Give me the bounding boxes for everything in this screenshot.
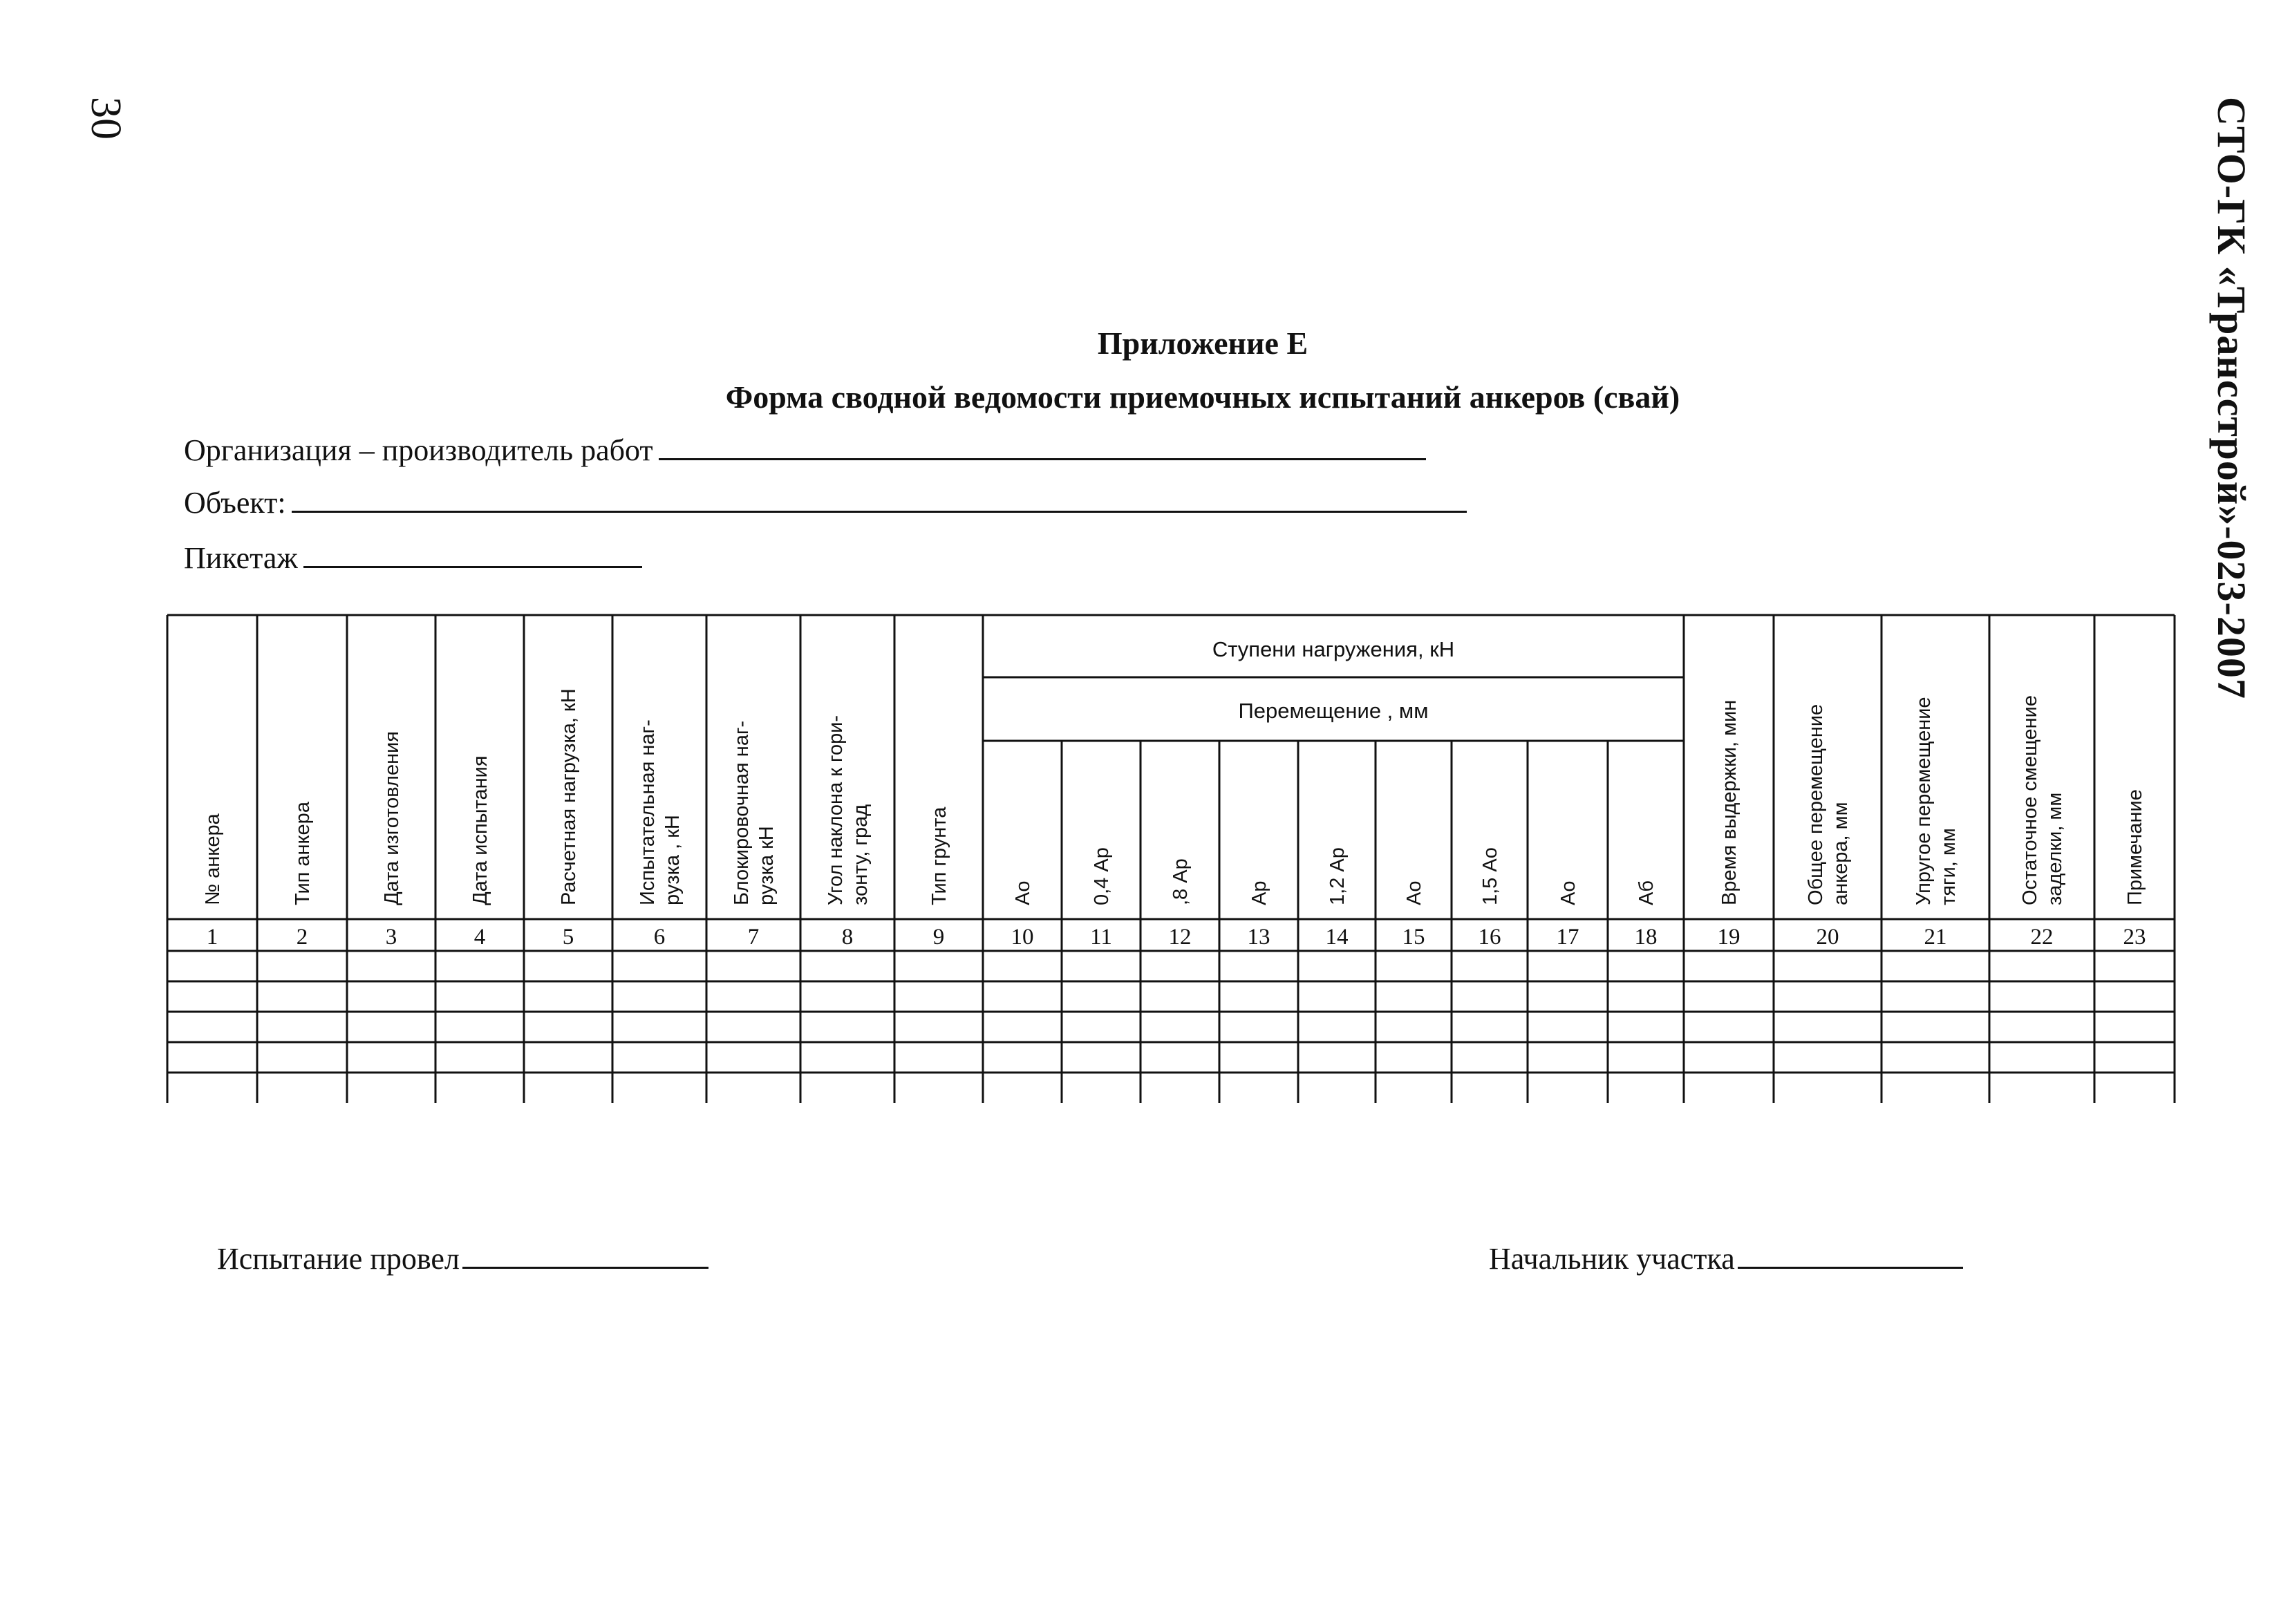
document-code: СТО-ГК «Трансстрой»-023-2007 [2209,97,2254,699]
column-number-20: 20 [1816,925,1839,950]
column-number-9: 9 [932,925,945,950]
column-number-13: 13 [1247,925,1270,950]
column-header-11: 0,4 Ар [1091,847,1113,905]
column-header-18: Аб [1635,880,1658,905]
appendix-title: Приложение Е [1097,325,1308,361]
column-header-2: Тип анкера [292,802,314,905]
column-number-3: 3 [385,925,397,950]
column-number-15: 15 [1402,925,1425,950]
column-header-22: Остаточное смещение [2019,695,2041,905]
column-number-4: 4 [473,925,486,950]
column-header-21: Упругое перемещение [1913,697,1935,905]
column-number-16: 16 [1478,925,1501,950]
column-header-19: Время выдержки, мин [1718,699,1740,905]
column-number-14: 14 [1325,925,1349,950]
organization-label: Организация – производитель работ [184,433,653,467]
column-header-22: заделки, мм [2044,792,2066,905]
column-number-10: 10 [1011,925,1034,950]
column-number-19: 19 [1717,925,1740,950]
column-header-9: Тип грунта [928,806,950,905]
column-number-11: 11 [1090,925,1112,950]
column-number-2: 2 [296,925,308,950]
tester-label: Испытание провел [217,1242,460,1276]
picket-label: Пикетаж [184,541,298,575]
column-header-12: ,8 Ар [1170,858,1192,905]
column-header-6: рузка , кН [661,815,684,905]
column-number-17: 17 [1556,925,1579,950]
column-number-5: 5 [562,925,574,950]
column-number-6: 6 [653,925,666,950]
column-header-20: анкера, мм [1830,802,1852,905]
sub-header-displacement: Перемещение , мм [1238,699,1429,723]
column-header-7: рузка кН [755,826,778,905]
column-header-10: Ао [1012,880,1034,905]
column-header-8: Угол наклона к гори- [825,715,847,905]
column-header-15: Ао [1403,880,1425,905]
column-header-20: Общее перемещение [1805,704,1827,905]
column-header-21: тяги, мм [1937,828,1960,905]
chief-signature-line[interactable] [1738,1266,1963,1269]
column-header-8: зонту, град [850,804,872,905]
column-header-5: Расчетная нагрузка, кН [558,688,580,905]
column-number-23: 23 [2123,925,2146,950]
chief-signature [1489,1241,1963,1276]
column-header-13: Ар [1248,880,1270,905]
column-header-23: Примечание [2124,789,2146,905]
page-number: 30 [82,97,129,140]
column-header-4: Дата испытания [469,755,491,905]
column-header-7: Блокировочная наг- [731,720,753,905]
tester-signature-line[interactable] [462,1266,708,1269]
form-title: Форма сводной ведомости приемочных испытаний анкеров (свай) [725,379,1680,415]
column-number-1: 1 [206,925,218,950]
column-header-6: Испытательная наг- [637,719,659,905]
column-header-3: Дата изготовления [381,731,403,905]
column-header-17: Ао [1557,880,1579,905]
chief-label: Начальник участка [1489,1242,1735,1276]
object-label: Объект: [184,486,286,520]
group-header-loading-stages: Ступени нагружения, кН [1212,637,1455,661]
column-number-21: 21 [1924,925,1947,950]
column-number-22: 22 [2030,925,2054,950]
column-number-12: 12 [1168,925,1192,950]
column-header-14: 1,2 Ар [1326,847,1349,905]
column-header-1: № анкера [202,813,224,905]
tester-signature [217,1241,708,1276]
column-number-7: 7 [747,925,760,950]
column-number-8: 8 [841,925,854,950]
column-header-16: 1,5 Ао [1479,847,1501,905]
column-number-18: 18 [1634,925,1658,950]
